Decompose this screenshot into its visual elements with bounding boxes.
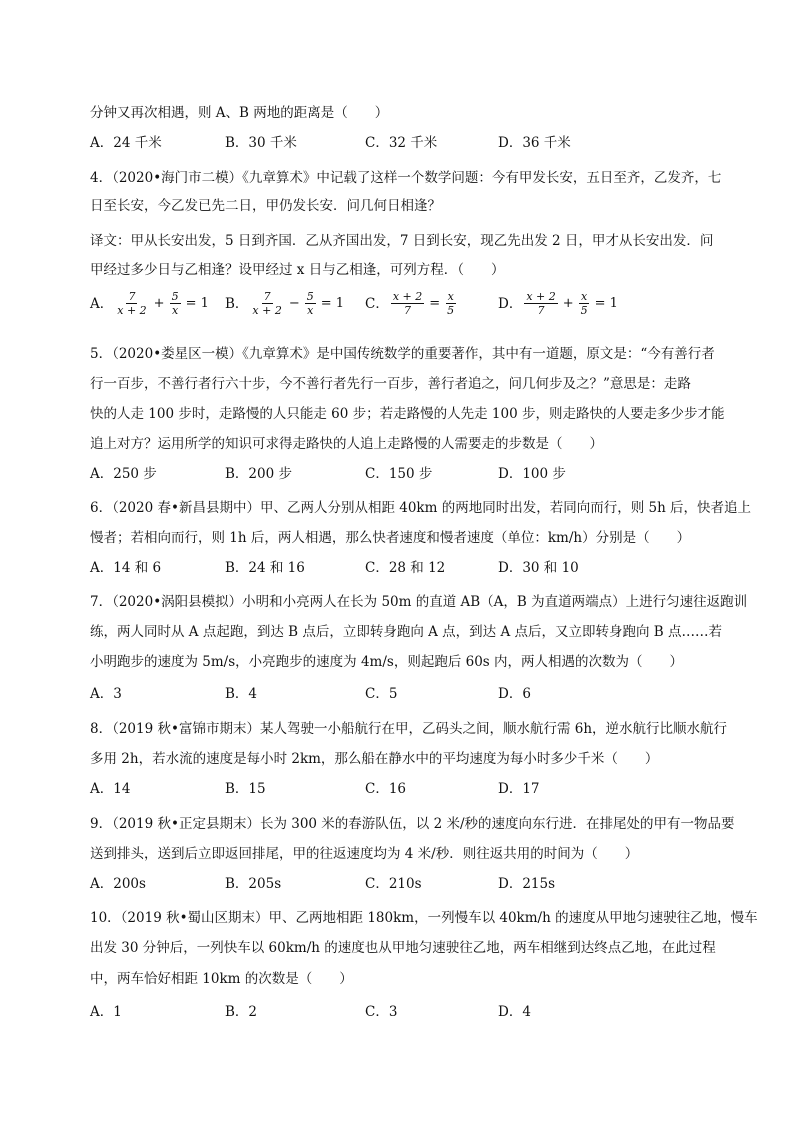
q3-option-c: C．32 千米 (365, 135, 438, 151)
q10-option-b: B．2 (225, 1004, 258, 1020)
q5-option-a: A．250 步 (90, 466, 157, 482)
denominator: x (171, 304, 179, 317)
q4-options (90, 290, 710, 326)
fraction (524, 290, 557, 317)
numerator: x + 2 (526, 290, 556, 303)
q10-option-d: D．4 (498, 1004, 531, 1020)
q3-option-a: A．24 千米 (90, 135, 162, 151)
q7-stem-line3: 小明跑步的速度为 5m/s，小亮跑步的速度为 4m/s，则起跑后 60s 内，两人相遇的次数为（ ） (90, 654, 684, 670)
denominator: 7 (537, 304, 545, 317)
q9-option-b: B．205s (225, 876, 282, 892)
numerator: x (447, 290, 454, 303)
q7-option-c: C．5 (365, 686, 398, 702)
q4-option-a (90, 290, 212, 317)
q7-option-a: A．3 (90, 686, 122, 702)
numerator: x (581, 290, 588, 303)
q3-stem: 分钟又再次相遇，则 A、B 两地的距离是（ ） (90, 105, 389, 121)
q5-stem-line2: 行一百步，不善行者行六十步，今不善行者先行一百步，善行者追之，问几何步及之？”意思是：走路 (90, 376, 691, 392)
q10-stem-line2: 出发 30 分钟后，一列快车以 60km/h 的速度也从甲地匀速驶往乙地，两车相继到达终点乙地，在此过程 (90, 940, 716, 956)
equation-rhs: = 1 (320, 295, 345, 311)
q3-option-b: B．30 千米 (225, 135, 297, 151)
q10-option-a: A．1 (90, 1004, 122, 1020)
q5-option-c: C．150 步 (365, 466, 433, 482)
numerator: 7 (263, 290, 271, 303)
q7-option-d: D．6 (498, 686, 531, 702)
q8-stem-line1: 8．（2019 秋•富锦市期末）某人驾驶一小船航行在甲，乙码头之间，顺水航行需 6h，逆水航行比顺水航行 (90, 721, 728, 737)
q8-option-a: A．14 (90, 781, 131, 797)
denominator: x + 2 (117, 304, 147, 317)
fraction (170, 290, 181, 317)
denominator: x + 2 (252, 304, 282, 317)
q9-stem-line2: 送到排头，送到后立即返回排尾，甲的往返速度均为 4 米/秒．则往返共用的时间为（ ） (90, 846, 639, 862)
q9-option-d: D．215s (498, 876, 556, 892)
q5-option-d: D．100 步 (498, 466, 566, 482)
q3-option-d: D．36 千米 (498, 135, 571, 151)
fraction (250, 290, 283, 317)
equation-rhs: = 1 (594, 295, 618, 311)
q4-stem-line2: 日至长安，今乙发已先二日，甲仍发长安．问几何日相逢？ (90, 198, 441, 214)
denominator: 7 (404, 304, 412, 317)
fraction (305, 290, 316, 317)
operator: = (429, 295, 441, 311)
q6-option-d: D．30 和 10 (498, 560, 579, 576)
q9-option-a: A．200s (90, 876, 146, 892)
q4-option-c (365, 290, 458, 317)
q4-option-d (498, 290, 621, 317)
q5-stem-line1: 5．（2020•娄星区一模）《九章算术》是中国传统数学的重要著作，其中有一道题，原文是：“今有善行者 (90, 346, 715, 362)
q8-option-b: B．15 (225, 781, 266, 797)
q6-stem-line1: 6．（2020 春•新昌县期中）甲、乙两人分别从相距 40km 的两地同时出发，若同向而行，则 5h 后，快者追上 (90, 500, 752, 516)
q4-translation-line2: 甲经过多少日与乙相逢？设甲经过 x 日与乙相逢，可列方程．（ ） (90, 262, 505, 278)
q8-option-c: C．16 (365, 781, 407, 797)
q4-stem-line1: 4．（2020•海门市二模）《九章算术》中记载了这样一个数学问题：今有甲发长安，五日至齐，乙发齐，七 (90, 170, 722, 186)
q7-stem-line2: 练，两人同时从 A 点起跑，到达 B 点后，立即转身跑向 A 点，到达 A 点后，又立即转身跑向 B 点……若 (90, 624, 723, 640)
denominator: 5 (447, 304, 455, 317)
q4-option-b-label: B． (225, 295, 249, 312)
denominator: 5 (580, 304, 588, 317)
numerator: 5 (171, 290, 179, 303)
numerator: 7 (128, 290, 136, 303)
q10-stem-line3: 中，两车恰好相距 10km 的次数是（ ） (90, 971, 353, 987)
q4-option-a-label: A． (90, 295, 114, 312)
q5-stem-line4: 追上对方？运用所学的知识可求得走路快的人追上走路慢的人需要走的步数是（ ） (90, 436, 603, 452)
q10-option-c: C．3 (365, 1004, 398, 1020)
q6-option-a: A．14 和 6 (90, 560, 162, 576)
fraction (445, 290, 456, 317)
operator: + (562, 295, 574, 311)
numerator: 5 (306, 290, 314, 303)
operator: + (153, 295, 165, 311)
q9-option-c: C．210s (365, 876, 422, 892)
operator: − (288, 295, 300, 311)
q7-stem-line1: 7．（2020•涡阳县模拟）小明和小亮两人在长为 50m 的直道 AB（A，B 为直道两端点）上进行匀速往返跑训 (90, 594, 748, 610)
q4-option-c-label: C． (365, 295, 389, 312)
q5-option-b: B．200 步 (225, 466, 292, 482)
q9-stem-line1: 9．（2019 秋•正定县期末）长为 300 米的春游队伍，以 2 米/秒的速度向东行进．在排尾处的甲有一物品要 (90, 816, 735, 832)
fraction (115, 290, 148, 317)
q6-option-b: B．24 和 16 (225, 560, 305, 576)
fraction (391, 290, 424, 317)
q10-stem-line1: 10．（2019 秋•蜀山区期末）甲、乙两地相距 180km，一列慢车以 40km/h 的速度从甲地匀速驶往乙地，慢车 (90, 910, 758, 926)
q4-translation-line1: 译文：甲从长安出发，5 日到齐国．乙从齐国出发，7 日到长安，现乙先出发 2 日，甲才从长安出发．问 (90, 233, 714, 249)
q8-option-d: D．17 (498, 781, 540, 797)
q4-option-b (225, 290, 347, 317)
fraction (579, 290, 590, 317)
q4-option-d-label: D． (498, 295, 523, 312)
q8-stem-line2: 多用 2h，若水流的速度是每小时 2km，那么船在静水中的平均速度为每小时多少千米（ ） (90, 751, 659, 767)
numerator: x + 2 (392, 290, 423, 303)
q6-stem-line2: 慢者；若相向而行，则 1h 后，两人相遇，那么快者速度和慢者速度（单位：km/h）分别是（ ） (90, 530, 691, 546)
denominator: x (307, 304, 314, 317)
q7-option-b: B．4 (225, 686, 258, 702)
q6-option-c: C．28 和 12 (365, 560, 446, 576)
equation-rhs: = 1 (185, 295, 209, 311)
q5-stem-line3: 快的人走 100 步时，走路慢的人只能走 60 步；若走路慢的人先走 100 步，则走路快的人要走多少步才能 (90, 406, 725, 422)
